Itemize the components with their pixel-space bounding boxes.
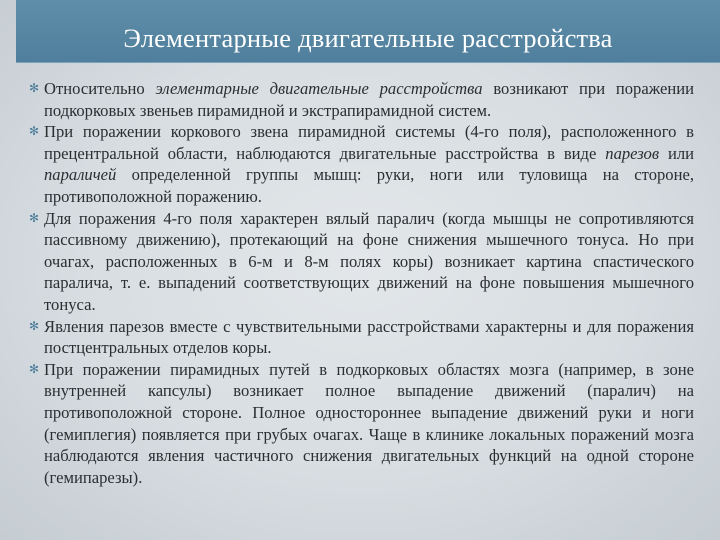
item-text: Для поражения 4-го поля характерен вялый паралич (когда мышцы не сопротивляются пассивному движению), протекающий на фоне снижения мышечного тонуса. Но при очагах, расположенных в 6-м и 8-м полях коры) возникает картина спастического паралича, т. е. выпадений соответствующих движений на фоне повышения мышечного тонуса. [44, 208, 694, 314]
item-text: При поражении коркового звена пирамидной системы (4-го поля), расположенного в прецентральной области, наблюдаются двигательные расстройства в виде [44, 122, 694, 163]
slide-title: Элементарные двигательные расстройства [123, 23, 613, 53]
asterisk-bullet-icon: ✻ [28, 361, 40, 376]
item-text: определенной группы мышц: руки, ноги или туловища на стороне, противоположной поражению. [44, 165, 694, 206]
item-text: При поражении пирамидных путей в подкорковых областях мозга (например, в зоне внутренней капсулы) возникает полное выпадение движений (паралич) на противоположной стороне. Полное одностороннее выпадение движений руки и ноги (гемиплегия) появляется при грубых очагах. Чаще в клинике локальных поражений мозга наблюдаются явления частичного снижения двигательных функций на одной стороне (гемипарезы). [44, 359, 694, 487]
item-text: возникают при поражении подкорковых звеньев пирамидной и экстрапирамидной систем. [44, 79, 694, 120]
list-item [28, 121, 694, 207]
item-emphasis: параличей [44, 165, 117, 185]
bullet-list [28, 78, 694, 488]
list-item [28, 359, 694, 489]
list-item [28, 208, 694, 316]
item-text: Явления парезов вместе с чувствительными расстройствами характерны и для поражения постцентральных отделов коры. [44, 316, 694, 358]
item-emphasis: парезов [605, 143, 660, 163]
item-text: Относительно [44, 79, 156, 98]
item-emphasis: элементарные двигательные расстройства [155, 79, 483, 98]
list-item [28, 316, 694, 359]
asterisk-bullet-icon: ✻ [28, 81, 40, 95]
asterisk-bullet-icon: ✻ [28, 318, 40, 333]
asterisk-bullet-icon: ✻ [28, 124, 40, 139]
item-text: или [659, 143, 694, 163]
asterisk-bullet-icon: ✻ [28, 210, 40, 225]
list-item [28, 78, 694, 121]
